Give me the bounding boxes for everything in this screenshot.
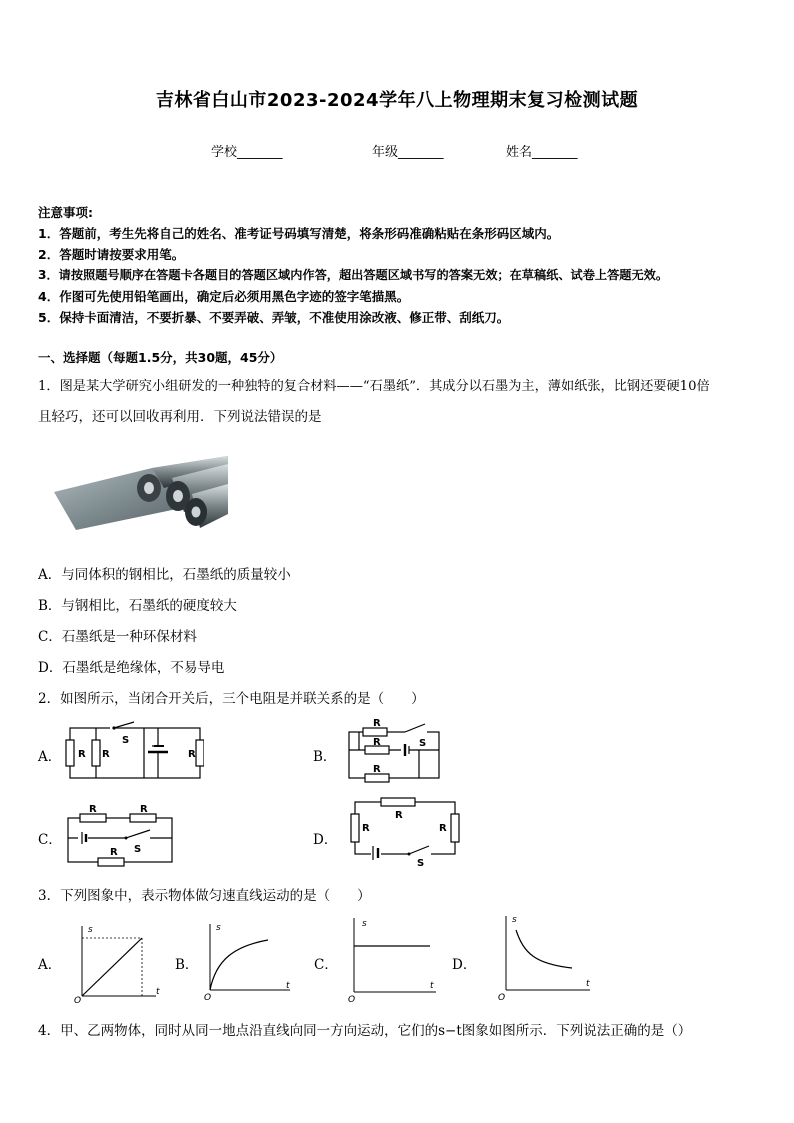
origin-label: O xyxy=(74,996,82,1004)
axis-label: s xyxy=(216,923,221,933)
graph-d xyxy=(494,912,598,1004)
notice-item: 2．答题时请按要求用笔。 xyxy=(38,247,185,262)
graphite-paper-photo xyxy=(52,450,237,542)
page-title: 吉林省白山市2023-2024学年八上物理期末复习检测试题 xyxy=(155,90,639,111)
notice-item: 5．保持卡面清洁，不要折暴、不要弄破、弄皱，不准使用涂改液、修正带、刮纸刀。 xyxy=(38,310,510,325)
option-label: A． xyxy=(38,749,62,765)
notice-heading: 注意事项: xyxy=(38,205,93,220)
resistor-label: R xyxy=(78,749,86,760)
resistor-label: R xyxy=(188,749,196,760)
switch-label: S xyxy=(419,738,427,749)
switch-label: S xyxy=(417,858,425,868)
resistor-label: R xyxy=(395,810,403,821)
question-4-stem: 4．甲、乙两物体，同时从同一地点沿直线向同一方向运动，它们的s−t图象如图所示．下列说法正确的是（） xyxy=(38,1023,692,1039)
resistor-label: R xyxy=(439,823,447,834)
notice-item: 4．作图可先使用铅笔画出，确定后必须用黑色字迹的签字笔描黑。 xyxy=(38,289,410,304)
option-label: B． xyxy=(313,749,337,765)
option-d: D．石墨纸是绝缘体，不易导电 xyxy=(38,660,225,676)
axis-label: s xyxy=(512,915,517,925)
resistor-label: R xyxy=(373,718,381,729)
origin-label: O xyxy=(498,993,506,1003)
section-heading: 一、选择题（每题1.5分，共30题，45分） xyxy=(38,350,283,365)
option-label: C． xyxy=(38,832,62,848)
notice-item: 3．请按照题号顺序在答题卡各题目的答题区域内作答，超出答题区域书写的答案无效；在草稿纸、试卷上答题无效。 xyxy=(38,268,669,282)
circuit-c xyxy=(64,800,176,868)
question-2-stem: 2．如图所示，当闭合开关后，三个电阻是并联关系的是（ ） xyxy=(38,691,425,707)
circuit-d xyxy=(345,796,463,868)
graph-c xyxy=(344,914,440,1004)
grade-field: 年级_______ xyxy=(372,145,444,160)
option-label: D． xyxy=(313,832,338,848)
option-label: A． xyxy=(38,957,62,973)
question-1-stem-cont: 且轻巧，还可以回收再利用．下列说法错误的是 xyxy=(38,409,322,425)
axis-label: s xyxy=(88,925,93,935)
option-label: C． xyxy=(314,957,338,973)
option-label: D． xyxy=(452,957,477,973)
option-c: C．石墨纸是一种环保材料 xyxy=(38,629,197,645)
resistor-label: R xyxy=(102,749,110,760)
axis-label: t xyxy=(586,979,590,989)
graph-b xyxy=(200,920,296,1004)
axis-label: t xyxy=(430,981,434,991)
resistor-label: R xyxy=(89,804,97,815)
resistor-label: R xyxy=(140,804,148,815)
option-label: B． xyxy=(175,957,199,973)
question-3-stem: 3．下列图象中，表示物体做匀速直线运动的是（ ） xyxy=(38,888,371,904)
question-1-stem: 1．图是某大学研究小组研发的一种独特的复合材料——“石墨纸”．其成分以石墨为主，薄如纸张，比钢还要硬10倍 xyxy=(38,379,710,394)
name-field: 姓名_______ xyxy=(506,145,578,160)
axis-label: t xyxy=(156,987,160,997)
switch-label: S xyxy=(122,735,130,746)
graph-a xyxy=(70,920,166,1004)
resistor-label: R xyxy=(362,823,370,834)
axis-label: s xyxy=(362,919,367,929)
school-field: 学校_______ xyxy=(211,145,283,160)
resistor-label: R xyxy=(373,764,381,775)
switch-label: S xyxy=(134,844,142,855)
option-b: B．与钢相比，石墨纸的硬度较大 xyxy=(38,598,237,614)
resistor-label: R xyxy=(110,847,118,858)
notice-item: 1．答题前，考生先将自己的姓名、准考证号码填写清楚，将条形码准确粘贴在条形码区域内。 xyxy=(38,226,560,241)
option-a: A．与同体积的钢相比，石墨纸的质量较小 xyxy=(38,567,291,583)
origin-label: O xyxy=(204,993,212,1003)
circuit-a xyxy=(64,720,204,784)
circuit-b xyxy=(345,716,445,784)
axis-label: t xyxy=(286,981,290,991)
origin-label: O xyxy=(348,995,356,1004)
resistor-label: R xyxy=(373,737,381,748)
